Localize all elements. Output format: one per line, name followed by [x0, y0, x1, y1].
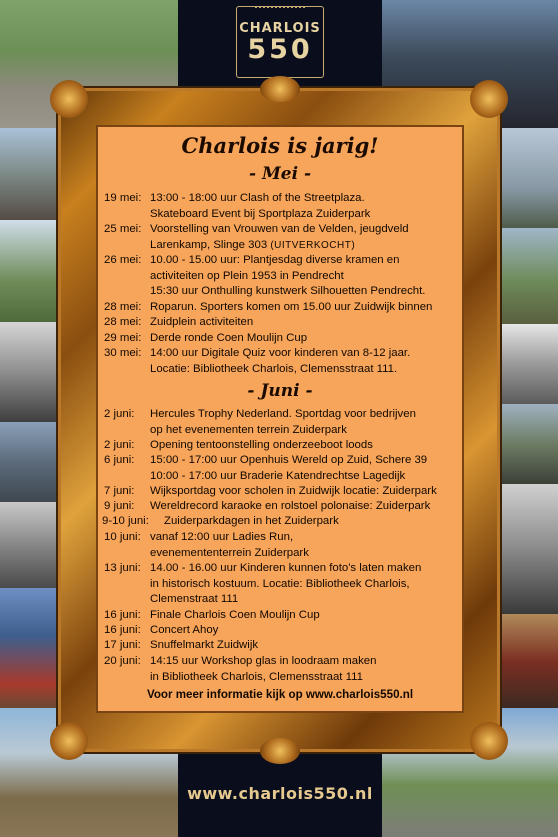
crowd-seated-photo — [0, 422, 60, 502]
frame-corner-ornament-icon — [50, 722, 88, 760]
event-line: Zuiderparkdagen in het Zuiderpark — [164, 515, 339, 527]
event-date: 2 juni: — [104, 408, 135, 420]
event-line: Finale Charlois Coen Moulijn Cup — [150, 609, 320, 621]
historic-bicycles-photo — [0, 322, 60, 422]
frame-corner-ornament-icon — [470, 80, 508, 118]
logo-text-charlois: CHARLOIS — [239, 20, 321, 36]
event-line: Clemenstraat 111 — [150, 593, 239, 605]
website-link[interactable]: www.charlois550.nl — [187, 784, 373, 803]
event-date: 26 mei: — [104, 254, 142, 266]
flags-parade-photo — [0, 588, 60, 708]
windmill-photo — [500, 128, 558, 228]
historic-street-photo — [500, 324, 558, 404]
frame-corner-ornament-icon — [50, 80, 88, 118]
event-date: 28 mei: — [104, 316, 142, 328]
event-line: Skateboard Event bij Sportplaza Zuiderpark — [150, 207, 371, 220]
event-date: 2 juni: — [104, 439, 135, 451]
event-line: Roparun. Sporters komen om 15.00 uur Zuidwijk binnen — [150, 301, 433, 313]
event-line: 15:30 uur Onthulling kunstwerk Silhouetten Pendrecht. — [150, 285, 426, 297]
event-line: Wijksportdag voor scholen in Zuidwijk locatie: Zuiderpark — [150, 485, 437, 497]
charlois-550-logo — [236, 6, 324, 78]
event-date: 30 mei: — [104, 347, 142, 359]
event-line: 15:00 - 17:00 uur Openhuis Wereld op Zuid, Schere 39 — [150, 454, 428, 466]
logo-text-550: 550 — [247, 33, 313, 65]
sports-field-photo — [500, 228, 558, 324]
historic-children-photo — [0, 502, 60, 588]
event-line: Wereldrecord karaoke en rolstoel polonaise: Zuiderpark — [150, 500, 431, 512]
event-date: 20 juni: — [104, 655, 141, 667]
event-date: 25 mei: — [104, 223, 142, 235]
event-line: Derde ronde Coen Moulijn Cup — [150, 332, 308, 344]
event-date: 16 juni: — [104, 624, 141, 636]
event-line: Concert Ahoy — [150, 624, 219, 636]
event-date: 17 juni: — [104, 639, 141, 651]
event-line: Opening tentoonstelling onderzeeboot loods — [150, 439, 373, 451]
costume-parade-photo — [500, 614, 558, 710]
more-info-text: Voor meer informatie kijk op www.charlois550.nl — [146, 688, 414, 701]
event-line: 10.00 - 15.00 uur: Plantjesdag diverse kramen en — [150, 254, 400, 266]
event-date: 13 juni: — [104, 562, 141, 574]
historic-crowd-photo — [500, 484, 558, 614]
sold-out-note: (UITVERKOCHT) — [270, 239, 356, 251]
frame-corner-ornament-icon — [470, 722, 508, 760]
event-line: op het evenementen terrein Zuiderpark — [150, 423, 347, 436]
event-line: Locatie: Bibliotheek Charlois, Clemensstraat 111. — [150, 362, 398, 375]
event-line: activiteiten op Plein 1953 in Pendrecht — [150, 269, 344, 282]
page-title: Charlois is jarig! — [181, 133, 379, 158]
event-date: 29 mei: — [104, 332, 142, 344]
frame-top-ornament-icon — [260, 76, 300, 102]
event-date: 10 juni: — [104, 531, 141, 543]
event-line: 10:00 - 17:00 uur Braderie Katendrechtse Lagedijk — [150, 469, 406, 482]
month-heading-juni: - Juni - — [247, 381, 313, 401]
month-heading-mei: - Mei - — [248, 164, 312, 184]
event-date: 19 mei: — [104, 192, 142, 204]
event-line: 14:15 uur Workshop glas in loodraam maken — [150, 655, 377, 667]
event-line: Hercules Trophy Nederland. Sportdag voor bedrijven — [150, 408, 416, 420]
event-date: 9-10 juni: — [102, 515, 149, 527]
event-line: Larenkamp, Slinge 303 — [150, 238, 268, 251]
event-date: 6 juni: — [104, 454, 135, 466]
event-date: 16 juni: — [104, 609, 141, 621]
sunburst-icon — [255, 6, 305, 18]
event-line: 14.00 - 16.00 uur Kinderen kunnen foto's laten maken — [150, 562, 422, 574]
event-line: in historisch kostuum. Locatie: Bibliotheek Charlois, — [150, 577, 410, 590]
event-line: Snuffelmarkt Zuidwijk — [150, 639, 259, 651]
event-line: vanaf 12:00 uur Ladies Run, — [150, 531, 294, 543]
event-line: in Bibliotheek Charlois, Clemensstraat 111 — [150, 670, 363, 683]
historic-shop-photo — [500, 404, 558, 484]
frame-bottom-ornament-icon — [260, 738, 300, 764]
event-line: Voorstelling van Vrouwen van de Velden, jeugdveld — [150, 223, 409, 235]
event-line: Zuidplein activiteiten — [150, 316, 254, 328]
event-line: 14:00 uur Digitale Quiz voor kinderen van 8-12 jaar. — [150, 347, 411, 359]
event-line: 13:00 - 18:00 uur Clash of the Streetplaza. — [150, 192, 365, 204]
child-running-photo — [0, 220, 60, 322]
event-date: 28 mei: — [104, 301, 142, 313]
event-line: evenemententerrein Zuiderpark — [150, 546, 309, 559]
street-buildings-photo — [0, 128, 60, 220]
event-date: 7 juni: — [104, 485, 135, 497]
event-date: 9 juni: — [104, 500, 135, 512]
